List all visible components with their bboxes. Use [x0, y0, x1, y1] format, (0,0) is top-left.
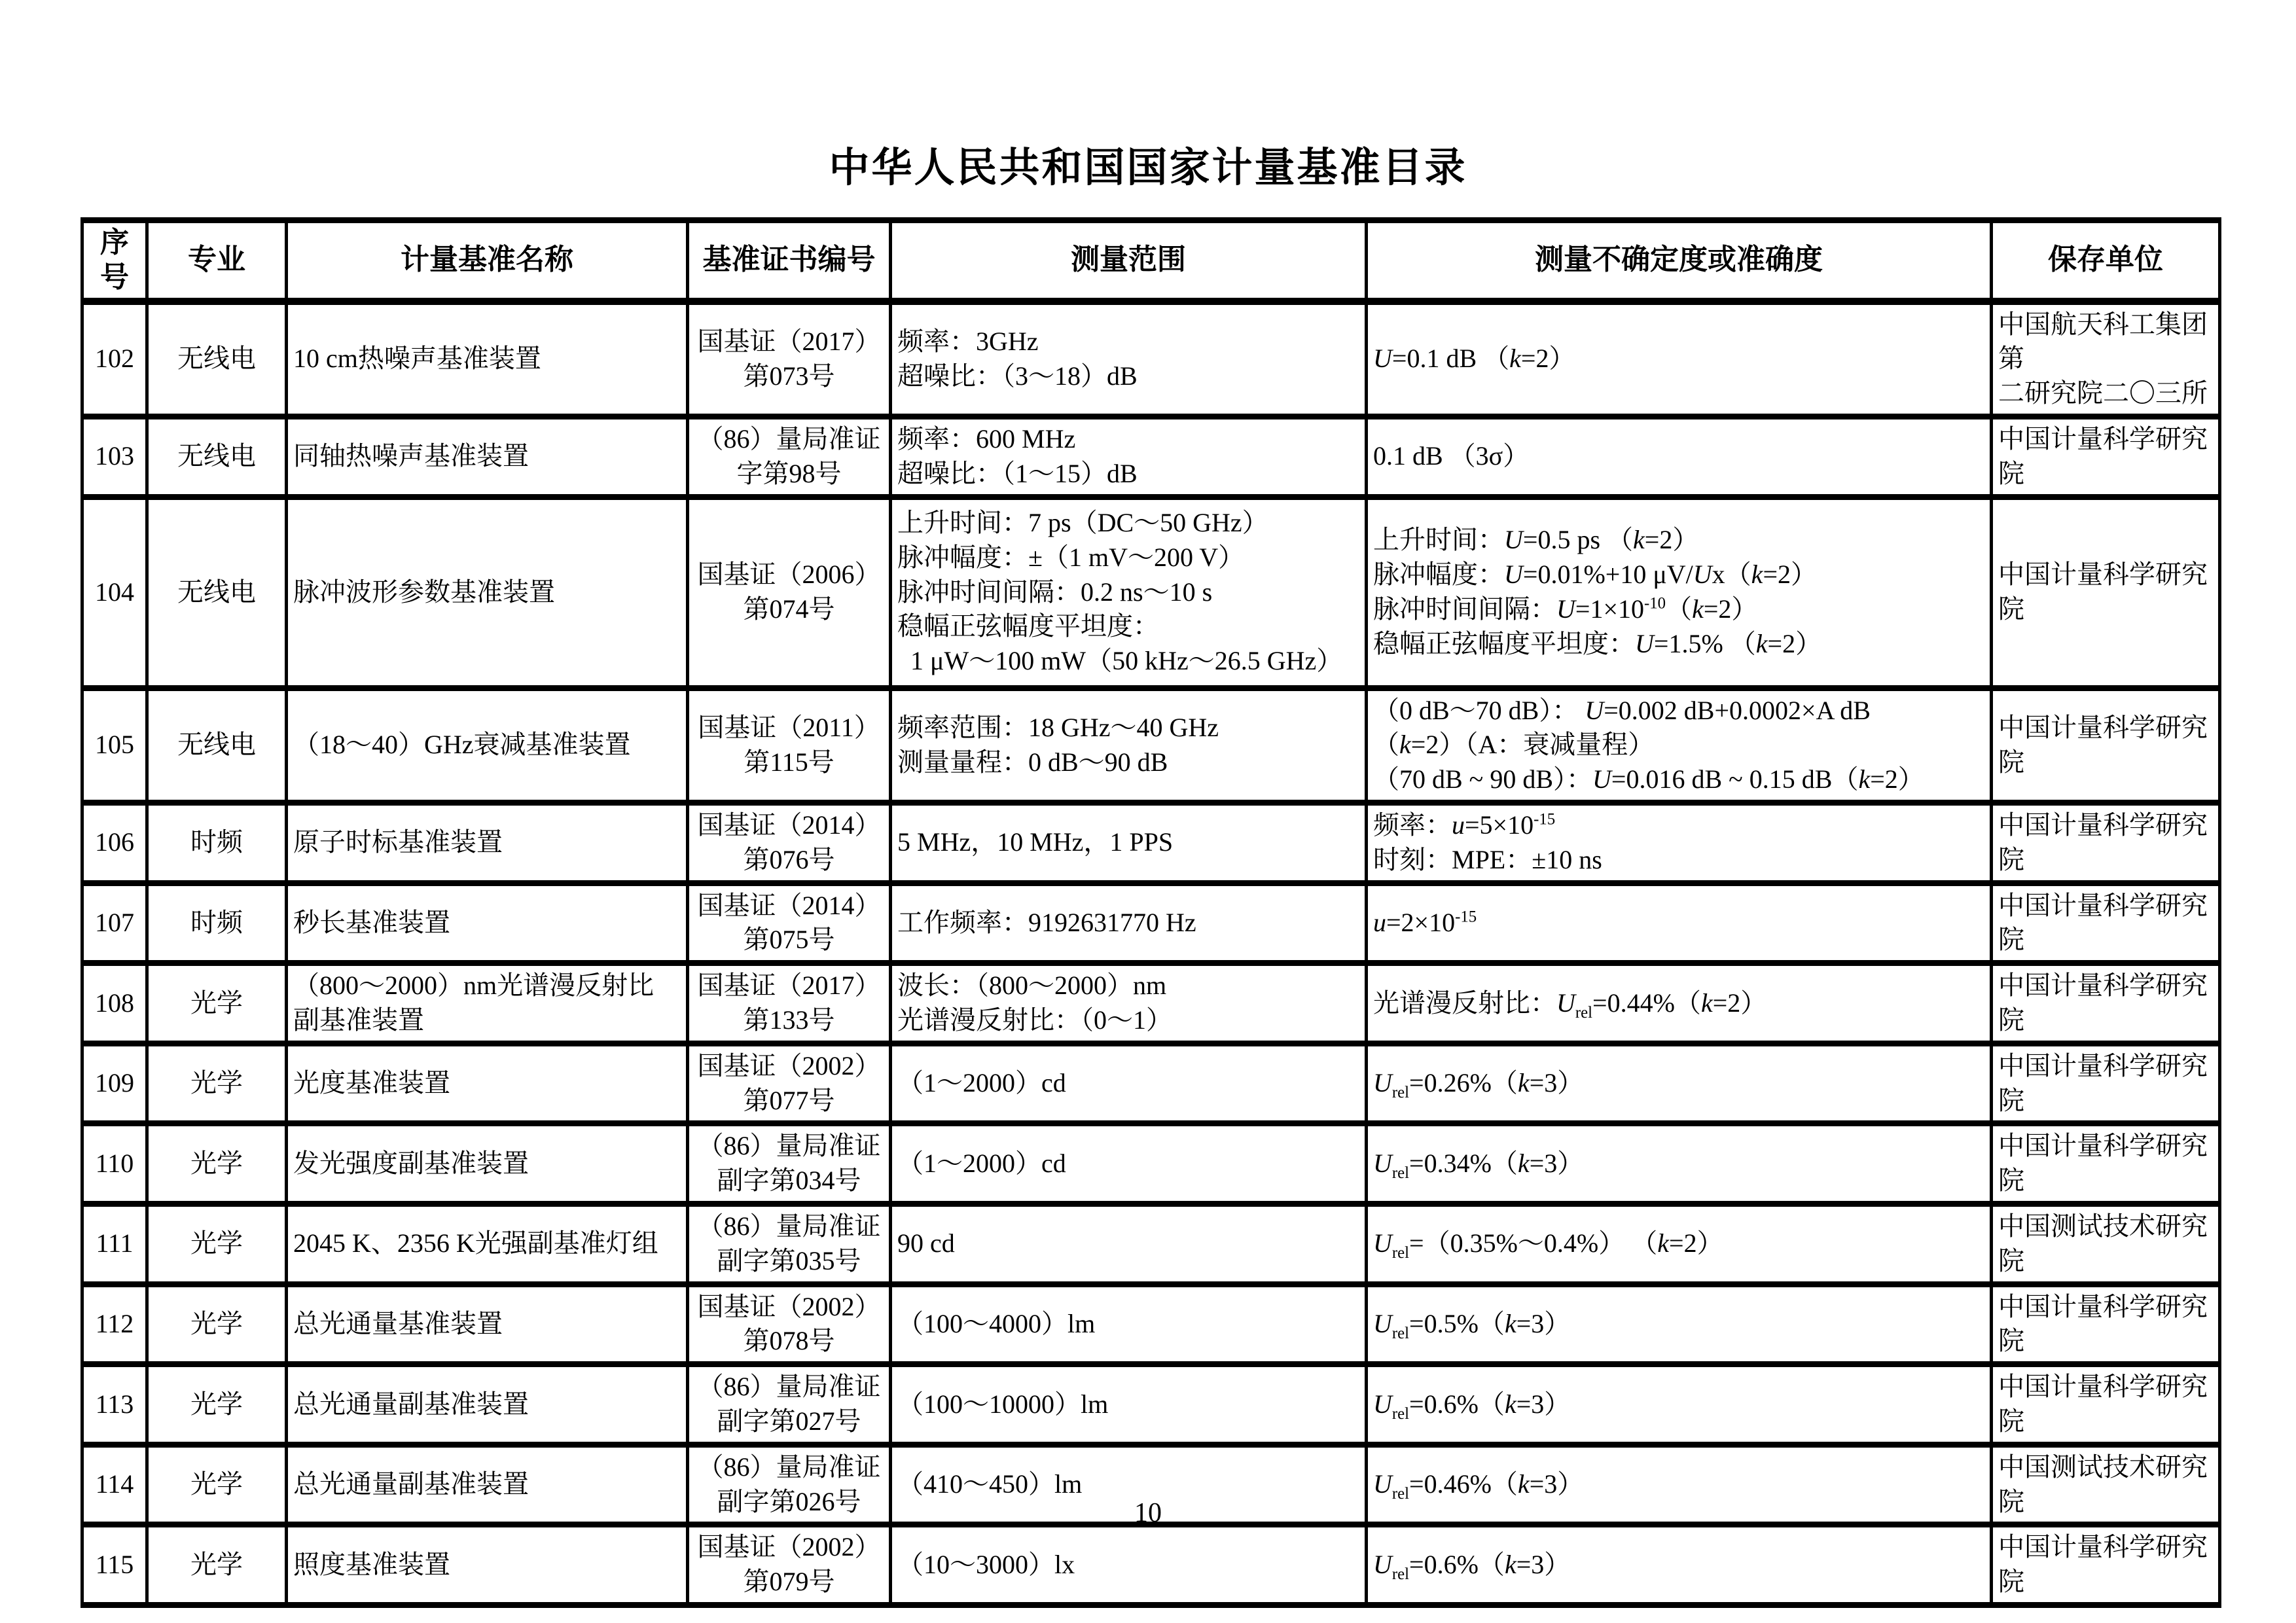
cell-uncertainty: $U_{rel}=0.46\%(k=3)$ [1367, 1444, 1992, 1525]
cell-standard-name: 总光通量基准装置 [287, 1284, 688, 1364]
cell-measurement-range: 工作频率：9192631770 Hz [891, 883, 1367, 963]
table-row [82, 1124, 2220, 1204]
cell-specialty: 光学 [147, 963, 287, 1044]
table-row [82, 883, 2220, 963]
cell-measurement-range: （1～2000）cd [891, 1043, 1367, 1124]
table-row [82, 688, 2220, 802]
cell-serial-number: 111 [82, 1204, 147, 1284]
cell-measurement-range: 90 cd [891, 1204, 1367, 1284]
cell-uncertainty: U=0.1 dB （k=2） [1367, 301, 1992, 416]
cell-standard-name: （800～2000）nm光谱漫反射比 副基准装置 [287, 963, 688, 1044]
cell-measurement-range: （410～450）lm [891, 1444, 1367, 1525]
cell-measurement-range: 频率：600 MHz 超噪比：（1～15）dB [891, 416, 1367, 497]
table-row [82, 1043, 2220, 1124]
table-row [82, 416, 2220, 497]
cell-certificate-number: 国基证（2014） 第075号 [688, 883, 891, 963]
cell-standard-name: 光度基准装置 [287, 1043, 688, 1124]
cell-custodian: 中国计量科学研究院 [1992, 1525, 2220, 1605]
cell-specialty: 时频 [147, 883, 287, 963]
cell-measurement-range: （100～4000）lm [891, 1284, 1367, 1364]
standards-table [81, 217, 2221, 1608]
cell-uncertainty: $U_{rel}=0.26\%(k=3)$ [1367, 1043, 1992, 1124]
cell-serial-number: 102 [82, 301, 147, 416]
table-row [82, 1204, 2220, 1284]
table-row [82, 802, 2220, 883]
table-row [82, 1284, 2220, 1364]
page-number: 10 [1134, 1498, 1162, 1528]
cell-serial-number: 106 [82, 802, 147, 883]
cell-uncertainty: $U_{rel}=0.6\%(k=3)$ [1367, 1364, 1992, 1445]
cell-uncertainty: $U_{rel}=(0.35\%\sim 0.4\%)$ （k=2） [1367, 1204, 1992, 1284]
cell-measurement-range: 频率范围：18 GHz～40 GHz 测量量程：0 dB～90 dB [891, 688, 1367, 802]
cell-standard-name: 总光通量副基准装置 [287, 1364, 688, 1445]
cell-custodian: 中国计量科学研究院 [1992, 883, 2220, 963]
cell-uncertainty: （0 dB～70 dB）： U=0.002 dB+0.0002×A dB （k=2）（A：衰减量程） （70 dB ~ 90 dB）：U=0.016 dB ~ 0.15 dB（k=2） [1367, 688, 1992, 802]
header-row [82, 221, 2220, 302]
table-header [82, 221, 2220, 302]
cell-standard-name: 脉冲波形参数基准装置 [287, 497, 688, 688]
cell-certificate-number: （86）量局准证 字第98号 [688, 416, 891, 497]
header-cell-range: 测量范围 [891, 221, 1367, 302]
table-row [82, 1525, 2220, 1605]
cell-serial-number: 110 [82, 1124, 147, 1204]
cell-serial-number: 109 [82, 1043, 147, 1124]
cell-specialty: 时频 [147, 802, 287, 883]
cell-specialty: 光学 [147, 1284, 287, 1364]
cell-specialty: 光学 [147, 1444, 287, 1525]
cell-standard-name: 2045 K、2356 K光强副基准灯组 [287, 1204, 688, 1284]
table-row [82, 963, 2220, 1044]
cell-specialty: 光学 [147, 1204, 287, 1284]
cell-certificate-number: （86）量局准证 副字第027号 [688, 1364, 891, 1445]
cell-specialty: 无线电 [147, 497, 287, 688]
cell-custodian: 中国计量科学研究院 [1992, 1124, 2220, 1204]
cell-custodian: 中国计量科学研究院 [1992, 688, 2220, 802]
cell-uncertainty: 上升时间：U=0.5 ps （k=2） 脉冲幅度：U=0.01%+10 μV/Ux（k=2） 脉冲时间间隔：$U=1\times 10^{-10}(k=2)$ 稳幅正弦幅度平坦度：U=1.5% （k=2） [1367, 497, 1992, 688]
cell-uncertainty: 频率：$u=5\times 10^{-15}$ 时刻：MPE：±10 ns [1367, 802, 1992, 883]
cell-custodian: 中国计量科学研究院 [1992, 802, 2220, 883]
cell-standard-name: 10 cm热噪声基准装置 [287, 301, 688, 416]
cell-uncertainty: $u=2\times 10^{-15}$ [1367, 883, 1992, 963]
cell-standard-name: 秒长基准装置 [287, 883, 688, 963]
cell-standard-name: （18～40）GHz衰减基准装置 [287, 688, 688, 802]
cell-certificate-number: 国基证（2006） 第074号 [688, 497, 891, 688]
header-cell-no: 序号 [82, 221, 147, 302]
table-row [82, 497, 2220, 688]
cell-custodian: 中国计量科学研究院 [1992, 1284, 2220, 1364]
cell-serial-number: 115 [82, 1525, 147, 1605]
header-cell-custodian: 保存单位 [1992, 221, 2220, 302]
cell-measurement-range: 频率：3GHz 超噪比：（3～18）dB [891, 301, 1367, 416]
header-cell-name: 计量基准名称 [287, 221, 688, 302]
cell-serial-number: 107 [82, 883, 147, 963]
header-cell-uncertainty: 测量不确定度或准确度 [1367, 221, 1992, 302]
cell-serial-number: 105 [82, 688, 147, 802]
table-body [82, 301, 2220, 1605]
cell-measurement-range: 5 MHz，10 MHz，1 PPS [891, 802, 1367, 883]
page-title: 中华人民共和国国家计量基准目录 [829, 146, 1467, 190]
cell-certificate-number: 国基证（2002） 第078号 [688, 1284, 891, 1364]
cell-standard-name: 原子时标基准装置 [287, 802, 688, 883]
cell-measurement-range: （10～3000）lx [891, 1525, 1367, 1605]
cell-specialty: 光学 [147, 1364, 287, 1445]
header-cell-category: 专业 [147, 221, 287, 302]
table-row [82, 1364, 2220, 1445]
cell-custodian: 中国计量科学研究院 [1992, 416, 2220, 497]
cell-certificate-number: 国基证（2002） 第077号 [688, 1043, 891, 1124]
table-row [82, 301, 2220, 416]
cell-measurement-range: 上升时间：7 ps（DC～50 GHz） 脉冲幅度：±（1 mV～200 V） 脉冲时间间隔：0.2 ns～10 s 稳幅正弦幅度平坦度： 1 μW～100 mW（50 kHz～26.5 GHz） [891, 497, 1367, 688]
cell-specialty: 光学 [147, 1525, 287, 1605]
cell-specialty: 无线电 [147, 416, 287, 497]
cell-custodian: 中国航天科工集团第 二研究院二〇三所 [1992, 301, 2220, 416]
cell-uncertainty: $U_{rel}=0.6\%(k=3)$ [1367, 1525, 1992, 1605]
cell-specialty: 光学 [147, 1124, 287, 1204]
cell-certificate-number: 国基证（2017） 第133号 [688, 963, 891, 1044]
cell-custodian: 中国测试技术研究院 [1992, 1444, 2220, 1525]
cell-specialty: 无线电 [147, 688, 287, 802]
cell-measurement-range: （100～10000）lm [891, 1364, 1367, 1445]
cell-standard-name: 照度基准装置 [287, 1525, 688, 1605]
cell-custodian: 中国计量科学研究院 [1992, 1364, 2220, 1445]
cell-measurement-range: （1～2000）cd [891, 1124, 1367, 1204]
cell-serial-number: 108 [82, 963, 147, 1044]
cell-serial-number: 103 [82, 416, 147, 497]
cell-certificate-number: （86）量局准证 副字第035号 [688, 1204, 891, 1284]
cell-custodian: 中国计量科学研究院 [1992, 497, 2220, 688]
cell-custodian: 中国计量科学研究院 [1992, 963, 2220, 1044]
cell-uncertainty: $U_{rel}=0.34\%(k=3)$ [1367, 1124, 1992, 1204]
cell-certificate-number: 国基证（2011） 第115号 [688, 688, 891, 802]
cell-certificate-number: （86）量局准证 副字第034号 [688, 1124, 891, 1204]
cell-serial-number: 112 [82, 1284, 147, 1364]
cell-certificate-number: （86）量局准证 副字第026号 [688, 1444, 891, 1525]
cell-specialty: 无线电 [147, 301, 287, 416]
cell-certificate-number: 国基证（2014） 第076号 [688, 802, 891, 883]
cell-uncertainty: $U_{rel}=0.5\%(k=3)$ [1367, 1284, 1992, 1364]
cell-serial-number: 113 [82, 1364, 147, 1445]
cell-measurement-range: 波长：（800～2000）nm 光谱漫反射比：（0～1） [891, 963, 1367, 1044]
cell-standard-name: 同轴热噪声基准装置 [287, 416, 688, 497]
header-cell-cert: 基准证书编号 [688, 221, 891, 302]
cell-specialty: 光学 [147, 1043, 287, 1124]
cell-custodian: 中国计量科学研究院 [1992, 1043, 2220, 1124]
cell-standard-name: 总光通量副基准装置 [287, 1444, 688, 1525]
cell-certificate-number: 国基证（2002） 第079号 [688, 1525, 891, 1605]
cell-standard-name: 发光强度副基准装置 [287, 1124, 688, 1204]
cell-uncertainty: 0.1 dB （3σ） [1367, 416, 1992, 497]
cell-uncertainty: 光谱漫反射比：$U_{rel}=0.44\%(k=2)$ [1367, 963, 1992, 1044]
cell-certificate-number: 国基证（2017） 第073号 [688, 301, 891, 416]
cell-serial-number: 104 [82, 497, 147, 688]
cell-serial-number: 114 [82, 1444, 147, 1525]
cell-custodian: 中国测试技术研究院 [1992, 1204, 2220, 1284]
